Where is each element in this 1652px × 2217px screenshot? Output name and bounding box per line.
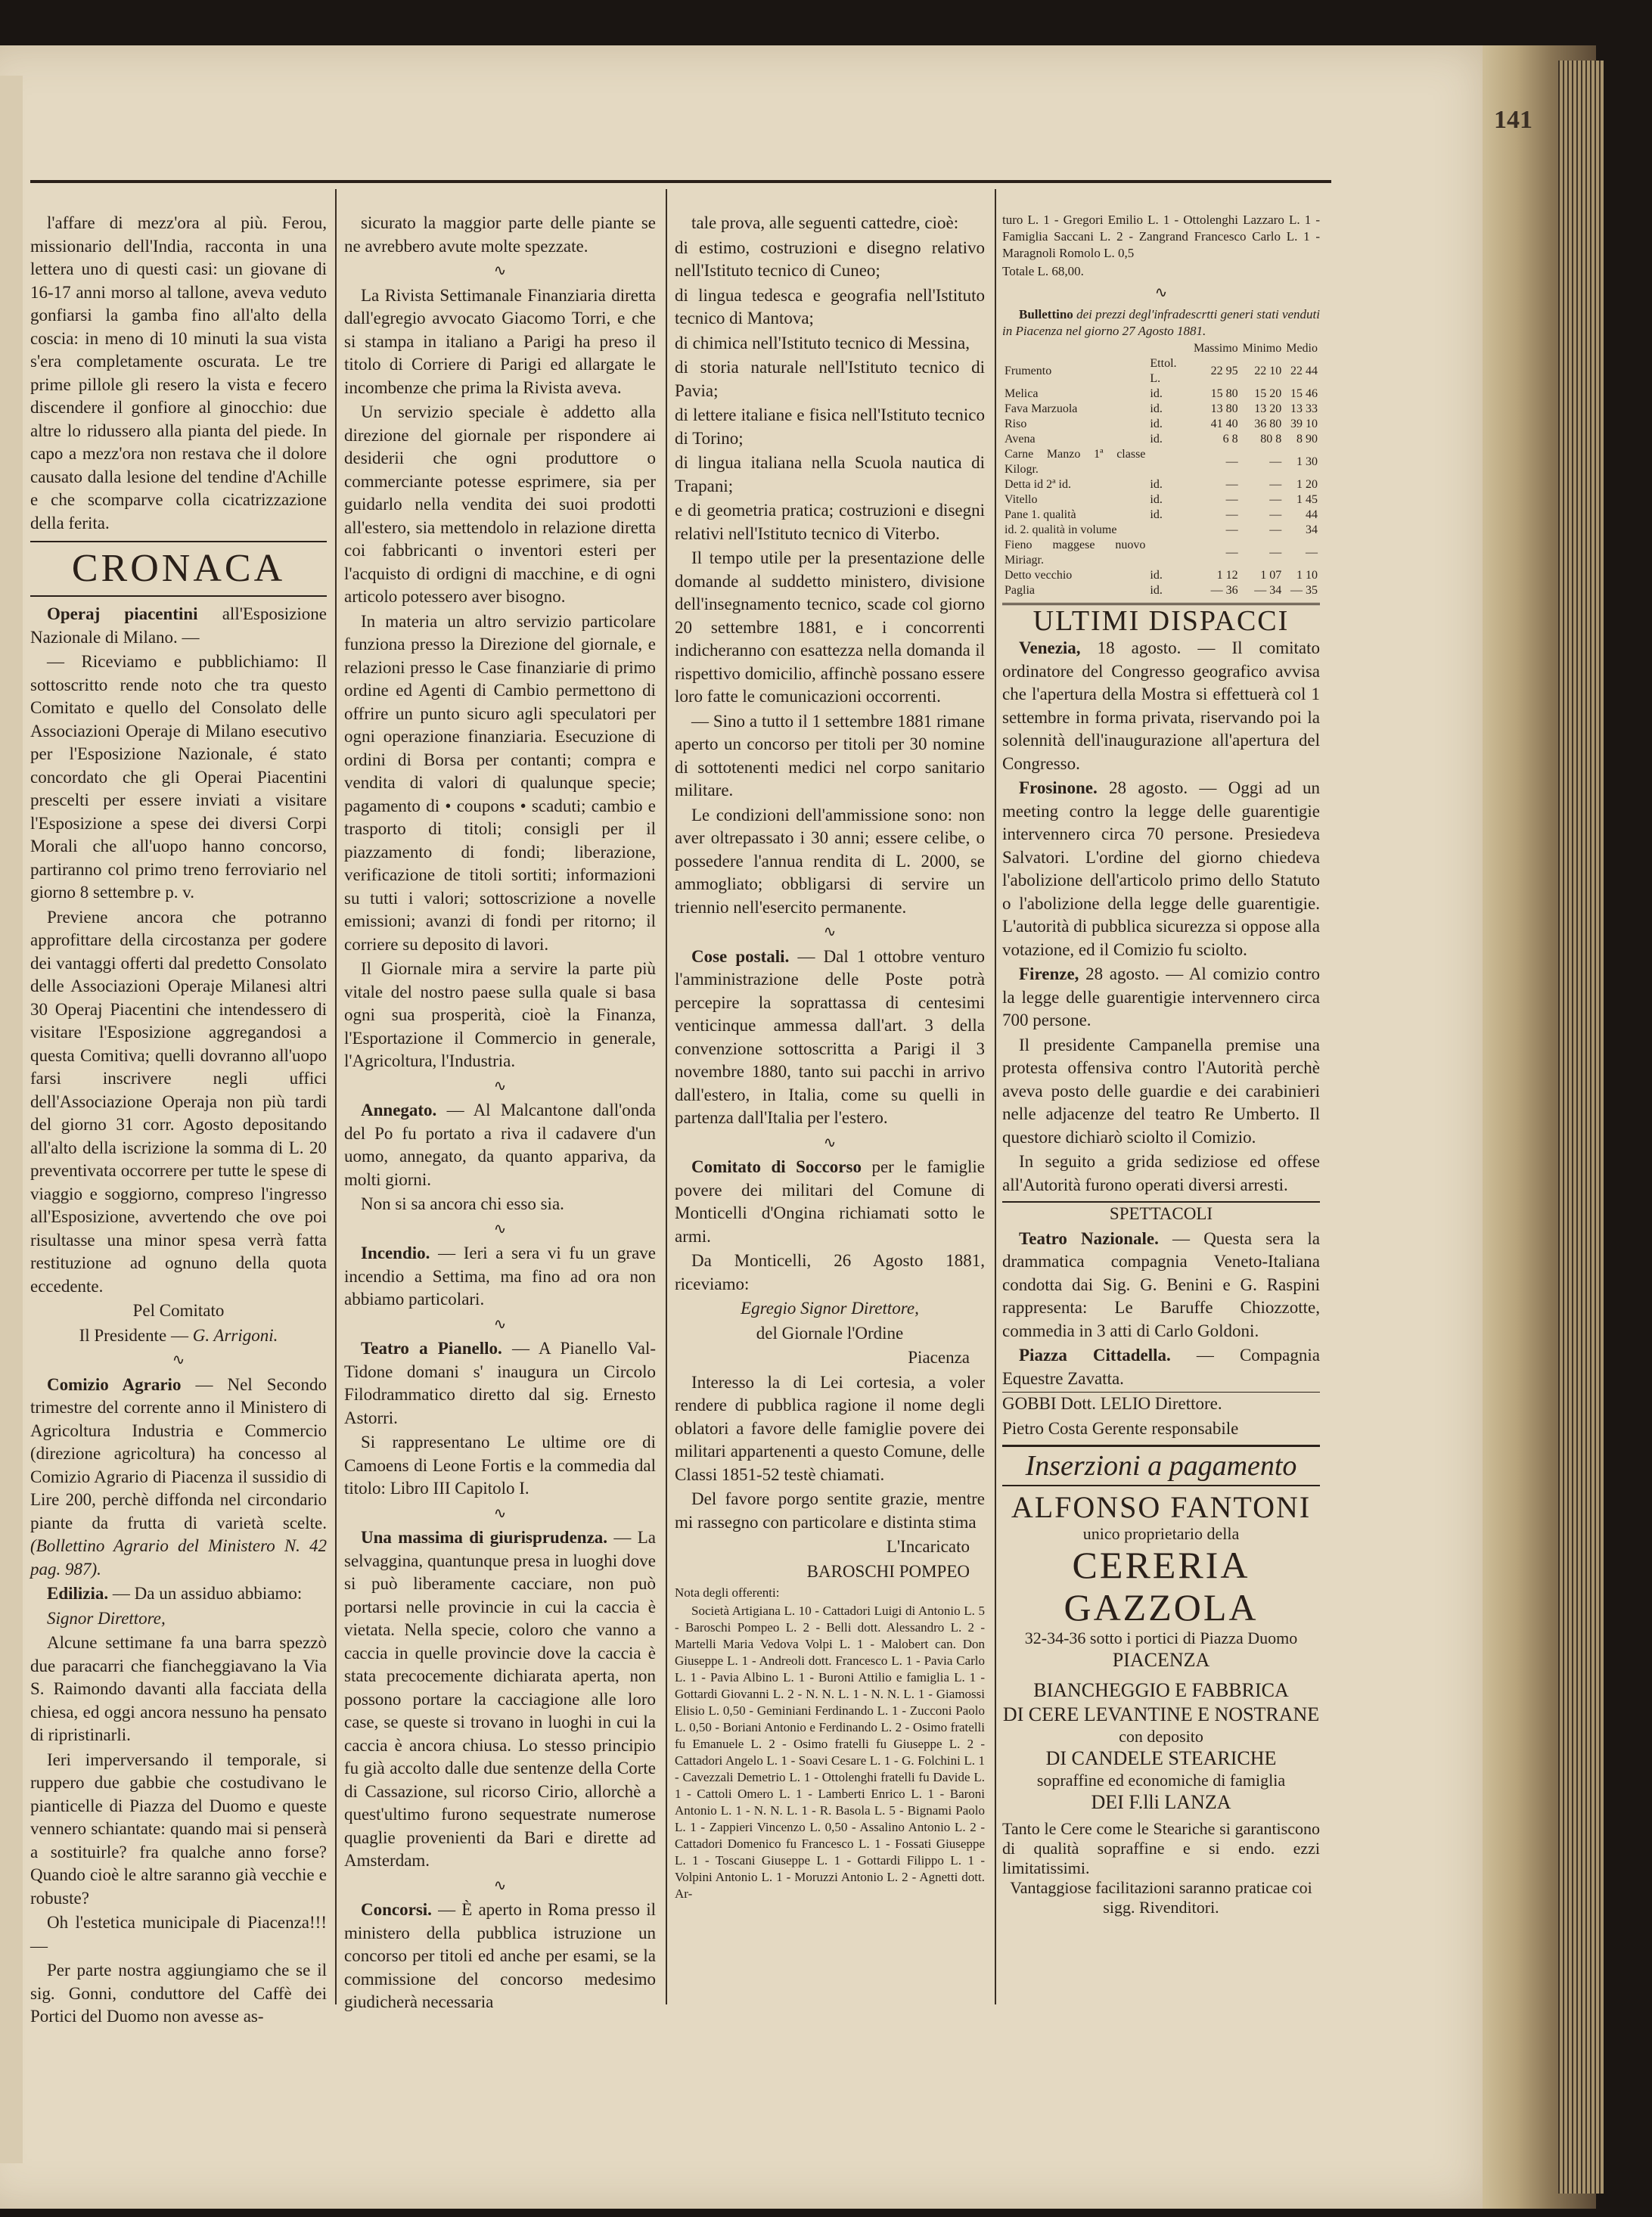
price-cell: 1 45 [1296, 492, 1318, 506]
article-continuation: sicurato la maggior parte delle piante se ne avrebbero avute molte spezzate. [344, 213, 656, 256]
dispatch-venezia: Venezia, 18 agosto. — Il comitato ordinatore del Congresso geografico avvisa che l'apertura della Mostra si effettuerà col 1 settembre in forma privata, riservando poi la solennità dell'inaugurazione all'apertura del Congresso. [1002, 638, 1321, 773]
article-text: Le condizioni dell'ammissione sono: non aver oltrepassato i 30 anni; essere celibe, o possedere l'annua rendita di L. 2000, se ammogliato; obbligarsi di servire un triennio nell'esercito permanente. [675, 805, 985, 917]
price-cell: 1 20 [1296, 477, 1318, 491]
column-3 [675, 212, 985, 1904]
price-row [1002, 356, 1320, 387]
previous-page-edge [0, 76, 23, 2163]
price-cell: 15 46 [1290, 387, 1318, 400]
article-text: Previene ancora che potranno approfittare della circostanza per godere dei vantaggi offerti dal predetto Consolato delle Associazioni Operaje Milanesi altri 30 Operaj Piacentini che intendessero di visitare l'Esposizione aggregandosi a questa Comitiva; quelli dovranno all'uopo farsi inscrivere negli uffici dell'Associazione Operaja non più tardi del giorno 31 corr. Agosto depositando all'alto della iscrizione la somma di L. 20 preventivata occorrere per tutte le spese di viaggio e soggiorno, compreso l'ingresso all'Esposizione, avvertendo che ove poi risultasse una minor spesa verrà fatta restituzione ad ognuno della quota eccedente. [30, 907, 327, 1296]
salutation: Signor Direttore, [47, 1608, 166, 1628]
price-cell [1147, 523, 1191, 538]
chair-item: e di geometria pratica; costruzioni e disegni relativi nell'Istituto tecnico di Viterbo. [675, 501, 985, 543]
price-cell: 8 90 [1296, 432, 1318, 446]
price-cell: — [1225, 523, 1238, 536]
price-cell: — 35 [1290, 583, 1318, 597]
price-cell: Vitello [1005, 492, 1038, 506]
price-cell: 34 [1306, 523, 1318, 536]
chair-item: di estimo, costruzioni e disegno relativo nell'Istituto tecnico di Cuneo; [675, 238, 985, 280]
ornament: ∿ [1154, 284, 1168, 301]
dispatch-firenze: Firenze, 28 agosto. — Al comizio contro la legge delle guarentigie intervennero circa 700 persone. [1002, 964, 1320, 1029]
price-cell: 22 95 [1210, 364, 1238, 377]
section-title-ultimi-dispacci: ULTIMI DISPACCI [1002, 603, 1320, 633]
article-annegato: Annegato. — Al Malcantone dall'onda del Po fu portato a riva il cadavere d'un uomo, annegato, da quanto appariva, da molti giorni. [344, 1101, 657, 1189]
donor-list-continued: turo L. 1 - Gregori Emilio L. 1 - Ottolenghi Lazzaro L. 1 - Famiglia Saccani L. 2 - Zangrand Francesco Carlo L. 1 - Maragnoli Romolo L. 0,5 Totale L. 68,00. [1002, 213, 1320, 278]
article-text: — Sino a tutto il 1 settembre 1881 rimane aperto un concorso per titoli per 30 nomine di sottotenenti medici nel corpo sanitario militare. [675, 711, 985, 800]
price-cell: 36 80 [1254, 417, 1282, 430]
spettacolo-piazza: Piazza Cittadella. — Compagnia Equestre Zavatta. [1002, 1346, 1320, 1388]
article-text: Da Monticelli, 26 Agosto 1881, riceviamo: [675, 1251, 985, 1293]
donor-list: Nota degli offerenti: Società Artigiana L. 10 - Cattadori Luigi di Antonio L. 5 - Baroschi Pompeo L. 2 - Belli dott. Alessandro L. 2 - Martelli Maria Vedova Volpi L. 1 - Malobert can. Don Giuseppe L. 1 - Andreoli dott. Francesco L. 1 - Pavia Carlo L. 1 - Pavia Albino L. 1 - Buroni Attilio e famiglia L. 1 - Gottardi Giovanni L. 2 - N. N. L. 1 - N. N. L. 1 - Giamossi Elisio L. 0,50 - Geminiani Ferdinando L. 1 - Zucconi Paolo L. 0,50 - Boriani Antonio e Ferdinando L. 2 - Osimo fratelli fu Emanuele L. 2 - Osimo fratelli fu Giuseppe L. 2 - Cattadori Angelo L. 1 - Soavi Cesare L. 1 - G. Folchini L. 1 - Cavezzali Demetrio L. 1 - Ottolenghi fratelli fu Davide L. 1 - Cattoli Omero L. 1 - Lamberti Enrico L. 1 - Baroni Antonio L. 1 - N. N. L. 1 - R. Basola L. 5 - Bignami Paolo L. 1 - Zappieri Vincenzo L. 0,50 - Assalino Antonio L. 2 - Cattadori Domenico fu Francesco L. 1 - Fossati Giuseppe L. 1 - Toscani Giuseppe L. 1 - Gottardi Filippo L. 1 - Volpini Antonio L. 1 - Moruzzi Antonio L. 2 - Agnetti dott. Ar- [675, 1585, 985, 1901]
article-text: Il tempo utile per la presentazione delle domande al suddetto ministero, divisione dell'insegnamento tecnico, scade col giorno 20 settembre 1881, e i concorrenti indicheranno con esattezza nella domanda il rispettivo domicilio, affinchè possano essere loro fatte le comunicazioni occorrenti. [675, 548, 985, 706]
price-cell: 41 40 [1210, 417, 1238, 430]
column-rule [995, 189, 996, 2004]
price-cell: 13 20 [1254, 402, 1282, 415]
article-text: Oh l'estetica municipale di Piacenza!!! — [30, 1913, 327, 1955]
price-row [1002, 402, 1320, 417]
price-row [1002, 538, 1320, 568]
price-cell: — [1225, 477, 1238, 491]
article-text: Per parte nostra aggiungiamo che se il sig. Gonni, conduttore del Caffè dei Portici del Duomo non avesse as- [30, 1961, 327, 2026]
price-cell: — 36 [1210, 583, 1238, 597]
column-4 [1002, 212, 1320, 1917]
price-cell: id. [1150, 492, 1163, 506]
price-row [1002, 477, 1320, 492]
price-cell: — 34 [1254, 583, 1282, 597]
top-rule [30, 180, 1331, 183]
ornament: ∿ [493, 1504, 507, 1522]
price-cell: — [1269, 508, 1282, 521]
signature: Pel Comitato [132, 1301, 225, 1320]
ad-name: ALFONSO FANTONI [1011, 1490, 1312, 1524]
price-cell: Ettol. L. [1150, 356, 1177, 385]
article-text: Del favore porgo sentite grazie, mentre mi rassegno con particolare e distinta stima [675, 1489, 985, 1532]
price-cell: — [1225, 545, 1238, 559]
signature: BAROSCHI POMPEO [806, 1561, 970, 1581]
price-cell: id. [1150, 417, 1163, 430]
manager-credit: Pietro Costa Gerente responsabile [1002, 1418, 1239, 1438]
price-header-cell [1147, 341, 1191, 356]
article-operai: Operaj piacentini all'Esposizione Nazionale di Milano. — [30, 604, 327, 647]
article-text: In materia un altro servizio particolare funziona presso la Direzione del giornale, e relazioni presso le Case finanziarie di primo ordine ed Agenti di Cambio permettono di offrire un punto sicuro agli speculatori per ogni operazione finanziaria. Esecuzione di ordini di Borsa per contanti; compra e vendita di valori di qualunque specie; pagamento di • coupons • scaduti; cambio e trasporto di titoli; consigli per il piazzamento di fondi; liberazione, verificazione de titoli sortiti; informazioni su tutti i valori; sottoscrizione a novelle emissioni; avanzi di fondi per ritorno; il corriere su deposito di lavori. [344, 611, 656, 954]
price-cell [1147, 538, 1191, 568]
article-text: — Riceviamo e pubblichiamo: Il sottoscritto rende noto che tra questo Comitato e quello del Consolato delle Associazioni Operaje di Milano esecutivo per l'Esposizione Nazionale, é stato concordato che gli Operai Piacentini prescelti per essere inviati a visitare l'Esposizione a spese dei diversi Corpi Morali che all'uopo hanno concorso, partiranno col primo treno ferroviario nel giorno 8 settembre p. v. [30, 652, 327, 902]
price-row [1002, 417, 1320, 432]
price-cell: 1 07 [1260, 568, 1282, 582]
article-concorsi: Concorsi. — È aperto in Roma presso il ministero della pubblica istruzione un concorso per titoli ed anche per esami, se la commissione del concorso medesimo giudicherà necessaria [344, 1900, 656, 2011]
price-cell: id. [1150, 583, 1163, 597]
article-text: Alcune settimane fa una barra spezzò due paracarri che fiancheggiavano la Via S. Raimondo davanti alla facciata della chiesa, ed oggi ancora nessuno ha pensato di ripristinarli. [30, 1633, 327, 1744]
ornament: ∿ [493, 1315, 507, 1333]
price-cell: id. [1150, 402, 1163, 415]
ornament: ∿ [493, 1220, 507, 1237]
section-title-inserzioni: Inserzioni a pagamento [1002, 1445, 1320, 1486]
article-text: Non si sa ancora chi esso sia. [361, 1194, 564, 1213]
price-cell: id. 2. qualità in volume [1005, 523, 1117, 536]
section-title-spettacoli: SPETTACOLI [1002, 1201, 1320, 1226]
price-cell: Detto vecchio [1005, 568, 1073, 582]
price-header-cell [1002, 341, 1147, 356]
ornament: ∿ [172, 1352, 185, 1368]
article-comitato-soccorso: Comitato di Soccorso per le famiglie povere dei militari del Comune di Monticelli d'Ongina richiamati sotto le armi. [675, 1157, 986, 1246]
price-cell: — [1269, 523, 1282, 536]
price-cell [1147, 447, 1191, 477]
price-table-header [1002, 341, 1320, 356]
price-cell: 1 12 [1216, 568, 1238, 582]
article-text: Il Giornale mira a servire la parte più vitale del nostro paese sulla quale si basa ogni sua prosperità, cioè la Finanza, l'Esportazione il Commercio in generale, l'Agricoltura, l'Industria. [344, 959, 656, 1070]
article-edilizia: Edilizia. — Da un assiduo abbiamo: [47, 1584, 303, 1603]
ad-company: CERERIA GAZZOLA [1064, 1544, 1259, 1629]
article-continuation: l'affare di mezz'ora al più. Ferou, missionario dell'India, racconta in una lettera uno di questi casi: un giovane di 16-17 anni morso al tallone, aveva veduto gonfiarsi la gamba fino all'alto della coscia: in meno di 10 minuti la sua vista s'era completamente oscurata. Le tre prime pillole gli resero la vista e fecero discendere il gonfiore al ginocchio: due altre lo ridussero alla pianta del piede. In capo a mezz'ora non restava che il dolore causato dalla lesione del tendine d'Achille e che scomparve colla cicatrizzazione della ferita. [30, 213, 327, 533]
price-cell: Paglia [1005, 583, 1035, 597]
price-row [1002, 568, 1320, 583]
price-cell: 6 8 [1222, 432, 1238, 446]
price-cell: — [1225, 492, 1238, 506]
price-header-cell: Medio [1286, 341, 1318, 355]
chair-item: di lingua italiana nella Scuola nautica di Trapani; [675, 453, 985, 495]
article-text: In seguito a grida sediziose ed offese all'Autorità furono operati diversi arresti. [1002, 1152, 1320, 1194]
article-text: Si rappresentano Le ultime ore di Camoens di Leone Fortis e la commedia dal titolo: Libro III Capitolo I. [344, 1433, 656, 1498]
price-header-cell: Minimo [1242, 341, 1282, 355]
article-text: Un servizio speciale è addetto alla direzione del giornale per rispondere ai desiderii che ogni produttore o commerciante potesse esprimere, sia per guidarlo nella vendita dei suoi prodotti all'estero, sia mettendolo in relazione diretta coi fabbricanti o inventori esteri per l'acquisto di ordigni di macchine, e di ogni articolo potessero aver bisogno. [344, 402, 656, 606]
price-cell: 80 8 [1260, 432, 1282, 446]
price-row [1002, 583, 1320, 598]
ornament: ∿ [493, 1877, 507, 1894]
price-cell: Fieno maggese nuovo Miriagr. [1005, 538, 1146, 567]
price-cell: 1 10 [1296, 568, 1318, 582]
article-continuation: tale prova, alle seguenti cattedre, cioè: [691, 213, 959, 232]
price-cell: Detta id 2ª id. [1005, 477, 1071, 491]
price-cell: — [1306, 545, 1318, 559]
price-cell: id. [1150, 432, 1163, 446]
article-text: Interesso la di Lei cortesia, a voler rendere di pubblica ragione il nome degli oblatori a favore delle famiglie povere dei militari appartenenti a questo Comune, delle Classi 1851-52 testè chiamati. [675, 1372, 985, 1484]
article-comizio: Comizio Agrario — Nel Secondo trimestre del corrente anno il Ministero di Agricoltura Industria e Commercio (direzione agricoltura) ha concesso al Comizio Agrario di Piacenza il sussidio di Lire 200, perchè diffonda nel circondario piante da frutta di varietà scelte. (Bollettino Agrario del Ministero N. 42 pag. 987). [30, 1374, 328, 1579]
price-row [1002, 387, 1320, 402]
price-cell: Melica [1005, 387, 1039, 400]
column-rule [666, 189, 667, 2004]
ornament: ∿ [823, 1134, 837, 1151]
price-cell: Riso [1005, 417, 1027, 430]
price-table [1002, 341, 1320, 598]
advertisement: ALFONSO FANTONI unico proprietario della CERERIA GAZZOLA 32-34-36 sotto i portici di Piazza Duomo PIACENZA BIANCHEGGIO E FABBRICA DI CERE LEVANTINE E NOSTRANE con deposito DI CANDELE STEARICHE sopraffine ed economiche di famiglia DEI F.lli LANZA Tanto le Cere come le Steariche si garantiscono di qualità sopraffine e si endo. ezzi limitatissimi. Vantaggiose facilitazioni saranno praticae coi sigg. Rivenditori. [1002, 1490, 1320, 1917]
price-row [1002, 447, 1320, 477]
price-header-cell: Massimo [1193, 341, 1238, 355]
price-cell: 13 33 [1290, 402, 1318, 415]
chair-item: di lingua tedesca e geografia nell'Istituto tecnico di Mantova; [675, 285, 985, 328]
price-cell: 44 [1306, 508, 1318, 521]
headline: Operaj piacentini [47, 604, 198, 623]
price-cell: id. [1150, 568, 1163, 582]
price-cell: id. [1150, 508, 1163, 521]
price-row [1002, 508, 1320, 523]
chair-item: di storia naturale nell'Istituto tecnico di Pavia; [675, 358, 985, 400]
price-cell: 13 80 [1210, 402, 1238, 415]
column-1 [30, 212, 327, 2030]
article-rivista: La Rivista Settimanale Finanziaria diretta dall'egregio avvocato Giacomo Torri, e che si stampa in italiano a Parigi ha preso il titolo di Corriere di Parigi ed allargate le incombenze che prima la Rivista aveva. [344, 285, 656, 397]
article-incendio: Incendio. — Ieri a sera vi fu un grave incendio a Settima, ma fino ad ora non abbiamo particolari. [344, 1244, 657, 1309]
price-row [1002, 492, 1320, 508]
price-cell: — [1269, 492, 1282, 506]
ornament: ∿ [493, 262, 507, 279]
price-cell: — [1269, 477, 1282, 491]
column-rule [335, 189, 337, 2004]
price-cell: Carne Manzo 1ª classe Kilogr. [1005, 447, 1146, 476]
chair-item: di lettere italiane e fisica nell'Istituto tecnico di Torino; [675, 405, 985, 448]
price-cell: — [1269, 545, 1282, 559]
article-text: Il presidente Campanella premise una protesta offensiva contro l'Autorità perchè aveva posto delle guardie e dei carabinieri nelle adjacenze del teatro Re Umberto. Il questore dichiarò sciolto il Comizio. [1002, 1035, 1320, 1147]
price-cell: 39 10 [1290, 417, 1318, 430]
dispatch-frosinone: Frosinone. 28 agosto. — Oggi ad un meeting contro la legge delle guarentigie intervennero circa 70 persone. Presiedeva Salvatori. L'ordine del giorno chiedeva l'abolizione dell'articolo primo dello Statuto o l'abolizione della legge delle guarentigie. L'autorità di pubblica sicurezza si oppose alla votazione, ed il Comizio fu sciolto. [1002, 778, 1320, 959]
price-row [1002, 523, 1320, 538]
price-cell: 1 30 [1296, 455, 1318, 468]
editor-credit: GOBBI Dott. LELIO Direttore. [1002, 1392, 1320, 1416]
price-cell: Pane 1. qualità [1005, 508, 1076, 521]
price-cell: Avena [1005, 432, 1036, 446]
addressee: del Giornale l'Ordine [756, 1323, 904, 1343]
ornament: ∿ [493, 1077, 507, 1095]
article-cose-postali: Cose postali. — Dal 1 ottobre venturo l'amministrazione delle Poste potrà percepire la soprattassa di centesimi venticinque ammessa dall'art. 3 della convenzione sottoscritta a Parigi il 3 novembre 1880, tanto sui pacchi in arrivo dall'estero, in Italia, come su quelli in partenza dall'Italia per l'estero. [675, 946, 986, 1127]
signature: L'Incaricato [886, 1537, 970, 1556]
article-teatro: Teatro a Pianello. — A Pianello Val-Tidone domani s' inaugura un Circolo Filodrammatico diretto dal sig. Ernesto Astorri. [344, 1339, 657, 1427]
price-cell: — [1269, 455, 1282, 468]
price-cell: Fava Marzuola [1005, 402, 1078, 415]
signature: Il Presidente — G. Arrigoni. [79, 1325, 278, 1345]
price-cell: 22 10 [1254, 364, 1282, 377]
article-massima: Una massima di giurisprudenza. — La selvaggina, quantunque presa in luoghi dove si può liberamente cacciare, non può portarsi nelle provincie in cui la caccia è vietata. Nella specie, coloro che vanno a caccia in quelle provincie dove la caccia è stata precocemente dichiarata aperta, non possono portare la cacciagione alle loro case, se queste si trovano in luoghi in cui la caccia è ancora chiusa. Lo stesso principio fu già accolto dalle due sentenze della Corte di Cassazione, sul ricorso Cirio, allorchè a quest'ultimo furono sequestrate numerose quaglie provenienti da Bari e dirette ad Amsterdam. [344, 1528, 657, 1870]
place: Piacenza [908, 1348, 970, 1367]
price-cell: — [1225, 508, 1238, 521]
page-edges [1558, 61, 1604, 2194]
price-cell: id. [1150, 477, 1163, 491]
spettacolo-teatro: Teatro Nazionale. — Questa sera la drammatica compagnia Veneto-Italiana condotta dai Sig. G. Benini e G. Raspini rappresenta: Le Baruffe Chiozzotte, commedia in 3 atti di Carlo Goldoni. [1002, 1228, 1320, 1340]
section-title-cronaca: CRONACA [30, 541, 327, 597]
price-cell: id. [1150, 387, 1163, 400]
price-cell: 22 44 [1290, 364, 1318, 377]
page-number: 141 [1494, 106, 1532, 134]
price-cell: 15 80 [1210, 387, 1238, 400]
column-2 [344, 212, 656, 2016]
price-cell: Frumento [1005, 364, 1052, 377]
price-row [1002, 432, 1320, 447]
bulletin-title: Bullettino dei prezzi degl'infradescrtti generi stati venduti in Piacenza nel giorno 27 Agosto 1881. [1002, 306, 1321, 338]
chair-item: di chimica nell'Istituto tecnico di Messina, [675, 333, 970, 352]
article-text: Ieri imperversando il temporale, si ruppero due gabbie che costudivano le pianticelle di Piazza del Duomo e queste vennero schiantate: quando mai si penserà a sostituirle? fra qualche anno forse? Quando cioè le altre saranno già vecchie e robuste? [30, 1750, 327, 1908]
price-cell: — [1225, 455, 1238, 468]
ornament: ∿ [823, 924, 837, 940]
salutation: Egregio Signor Direttore, [741, 1299, 919, 1318]
price-cell: 15 20 [1254, 387, 1282, 400]
